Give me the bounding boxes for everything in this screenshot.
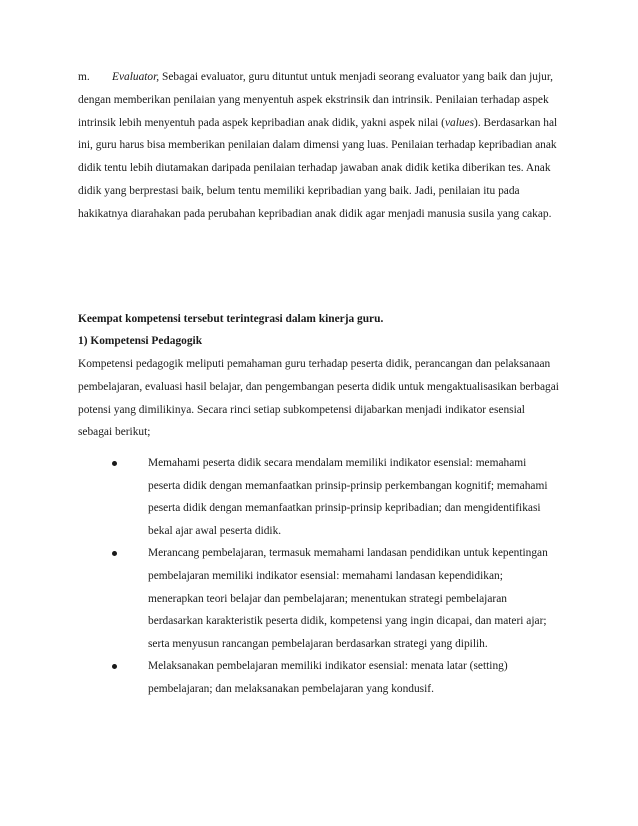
evaluator-text-b: ). Berdasarkan hal ini, guru harus bisa memberikan penilaian dalam dimensi yang luas. Penilaian terhadap kepribadian anak didik tentu lebih diutamakan daripada penilaian terhadap jawaban anak didik ketika diberikan tes. Anak didik yang berprestasi baik, belum tentu memiliki kepribadian yang baik. Jadi, penilaian itu pada hakikatnya diarahakan pada perubahan kepribadian anak didik agar menjadi manusia susila yang cakap. <box>78 116 558 220</box>
list-item-text: Memahami peserta didik secara mendalam memiliki indikator esensial: memahami peserta didik dengan memanfaatkan prinsip-prinsip perkembangan kognitif; memahami peserta didik dengan memanfaatkan prinsip-prinsip kepribadian; dan mengidentifikasi bekal ajar awal peserta didik. <box>148 457 548 537</box>
list-item <box>0 452 548 542</box>
list-item <box>0 542 548 655</box>
list-marker: m. <box>78 71 90 83</box>
evaluator-term: Evaluator, <box>112 71 160 83</box>
list-item <box>0 655 548 700</box>
values-term: values <box>444 116 475 129</box>
bullet-icon <box>112 461 117 466</box>
indicator-list <box>0 452 638 701</box>
evaluator-paragraph <box>78 66 560 226</box>
section-heading: Keempat kompetensi tersebut terintegrasi dalam kinerja guru. <box>78 313 384 325</box>
list-item-text: Merancang pembelajaran, termasuk memahami landasan pendidikan untuk kepentingan pembelajaran memiliki indikator esensial: memahami landasan kependidikan; menerapkan teori belajar dan pembelajaran; menentukan strategi pembelajaran berdasarkan karakteristik peserta didik, kompetensi yang ingin dicapai, dan materi ajar; serta menyusun rancangan pembelajaran berdasarkan strategi yang dipilih. <box>148 547 548 650</box>
evaluator-text-a: Sebagai evaluator, guru dituntut untuk menjadi seorang evaluator yang baik dan jujur, dengan memberikan penilaian yang menyentuh aspek ekstrinsik dan intrinsik. Penilaian terhadap aspek intrinsik lebih menyentuh pada aspek kepribadian anak didik, yakni aspek nilai ( <box>78 71 554 129</box>
pedagogik-paragraph: Kompetensi pedagogik meliputi pemahaman guru terhadap peserta didik, perancangan dan pelaksanaan pembelajaran, evaluasi hasil belajar, dan pengembangan peserta didik untuk mengaktualisasikan berbagai potensi yang dimilikinya. Secara rinci setiap subkompetensi dijabarkan menjadi indikator esensial sebagai berikut; <box>78 358 559 439</box>
list-item-text: Melaksanakan pembelajaran memiliki indikator esensial: menata latar (setting) pembelajaran; dan melaksanakan pembelajaran yang kondusif. <box>148 660 508 695</box>
subsection-heading: 1) Kompetensi Pedagogik <box>78 335 203 347</box>
